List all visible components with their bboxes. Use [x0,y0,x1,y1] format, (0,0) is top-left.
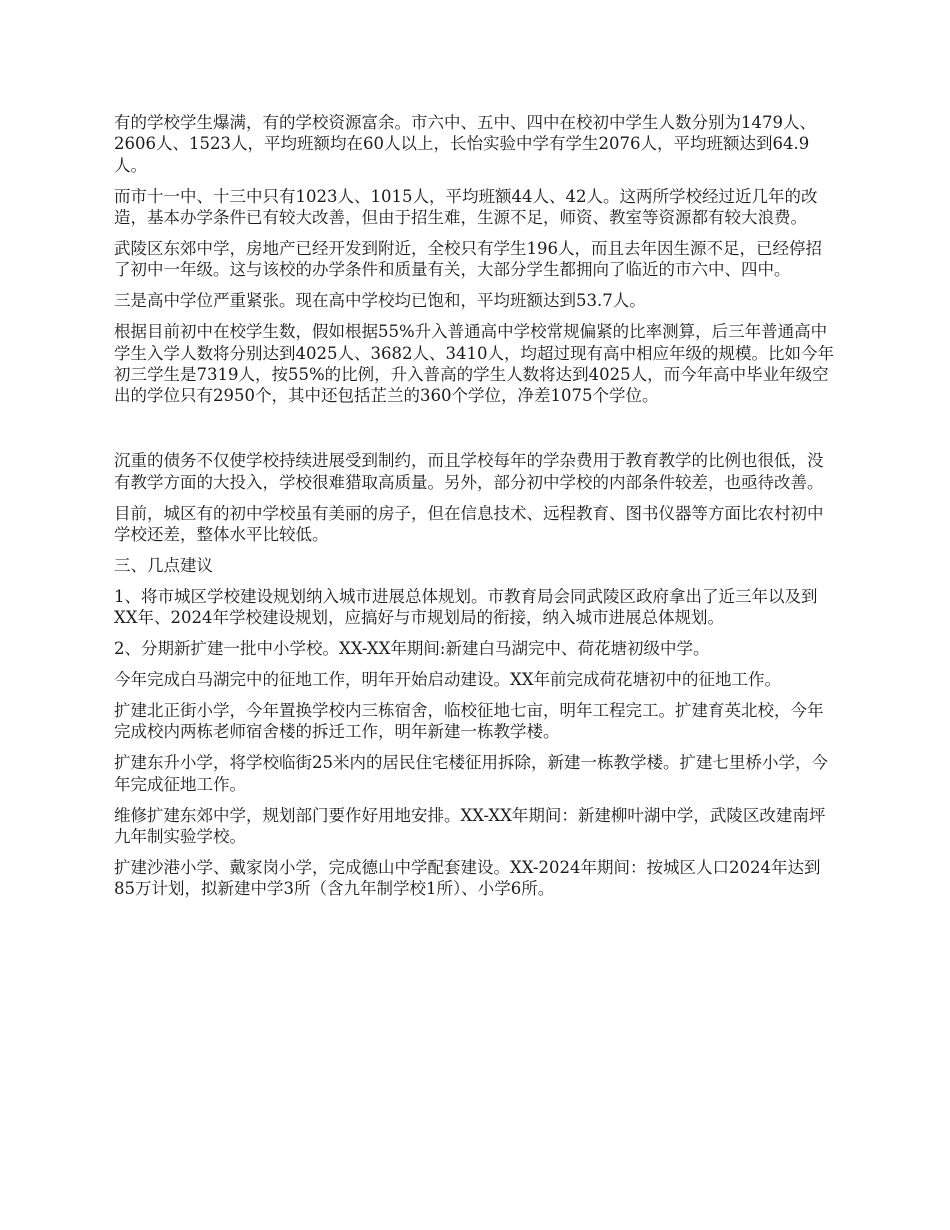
paragraph-school-debt: 沉重的债务不仅使学校持续进展受到制约，而且学校每年的学杂费用于教育教学的比例也很低，没有教学方面的大投入，学校很难猎取高质量。另外，部分初中学校的内部条件较差，也亟待改善。 [114,451,824,492]
paragraph-dongsheng-expansion: 扩建东升小学，将学校临街25米内的居民住宅楼征用拆除，新建一栋教学楼。扩建七里桥小学，今年完成征地工作。 [114,753,828,794]
paragraph-beizhengjie-expansion: 扩建北正街小学，今年置换学校内三栋宿舍，临校征地七亩，明年工程完工。扩建育英北校，今年完成校内两栋老师宿舍楼的拆迁工作，明年新建一栋教学楼。 [114,701,824,742]
paragraph-enrollment-projection: 根据目前初中在校学生数，假如根据55%升入普通高中学校常规偏紧的比率测算，后三年普通高中学生入学人数将分别达到4025人、3682人、3410人，均超过现有高中相应年级的规模。比如今年初三学生是7319人，按55%的比例，升入普高的学生人数将达到4025人，而今年高中毕业年级空出的学位只有2950个，其中还包括芷兰的360个学位，净差1075个学位。 [114,322,834,406]
document-body [114,112,838,909]
paragraph-underused-schools: 而市十一中、十三中只有1023人、1015人，平均班额44人、42人。这两所学校经过近几年的改造，基本办学条件已有较大改善，但由于招生难，生源不足，师资、教室等资源都有较大浪费。 [114,186,818,228]
paragraph-baima-lake-plan: 今年完成白马湖完中的征地工作，明年开始启动建设。XX年前完成荷花塘初中的征地工作。 [114,670,781,690]
paragraph-school-enrollment-imbalance: 有的学校学生爆满，有的学校资源富余。市六中、五中、四中在校初中学生人数分别为1479人、2606人、1523人，平均班额均在60人以上，长怡实验中学有学生2076人，平均班额达到64.9人。 [114,113,816,175]
section-heading-suggestions: 三、几点建议 [114,556,213,575]
paragraph-suggestion-2: 2、分期新扩建一批中小学校。XX-XX年期间:新建白马湖完中、荷花塘初级中学。 [114,639,710,659]
paragraph-suggestion-1: 1、将市城区学校建设规划纳入城市进展总体规划。市教育局会同武陵区政府拿出了近三年以及到XX年、2024年学校建设规划，应搞好与市规划局的衔接，纳入城市进展总体规划。 [114,586,818,628]
paragraph-facility-comparison: 目前，城区有的初中学校虽有美丽的房子，但在信息技术、远程教育、图书仪器等方面比农村初中学校还差，整体水平比较低。 [114,503,824,545]
paragraph-dongjiao-middle-school: 武陵区东郊中学，房地产已经开发到附近，全校只有学生196人，而且去年因生源不足，已经停招了初中一年级。这与该校的办学条件和质量有关，大部分学生都拥向了临近的市六中、四中。 [114,239,822,280]
section-gap [114,416,838,450]
paragraph-high-school-seat-shortage: 三是高中学位严重紧张。现在高中学校均已饱和，平均班额达到53.7人。 [114,291,646,311]
paragraph-shagang-expansion: 扩建沙港小学、戴家岗小学，完成德山中学配套建设。XX-2024年期间：按城区人口2024年达到85万计划，拟新建中学3所（含九年制学校1所）、小学6所。 [114,857,821,899]
paragraph-dongjiao-renovation: 维修扩建东郊中学，规划部门要作好用地安排。XX-XX年期间：新建柳叶湖中学，武陵区改建南坪九年制实验学校。 [114,805,826,847]
